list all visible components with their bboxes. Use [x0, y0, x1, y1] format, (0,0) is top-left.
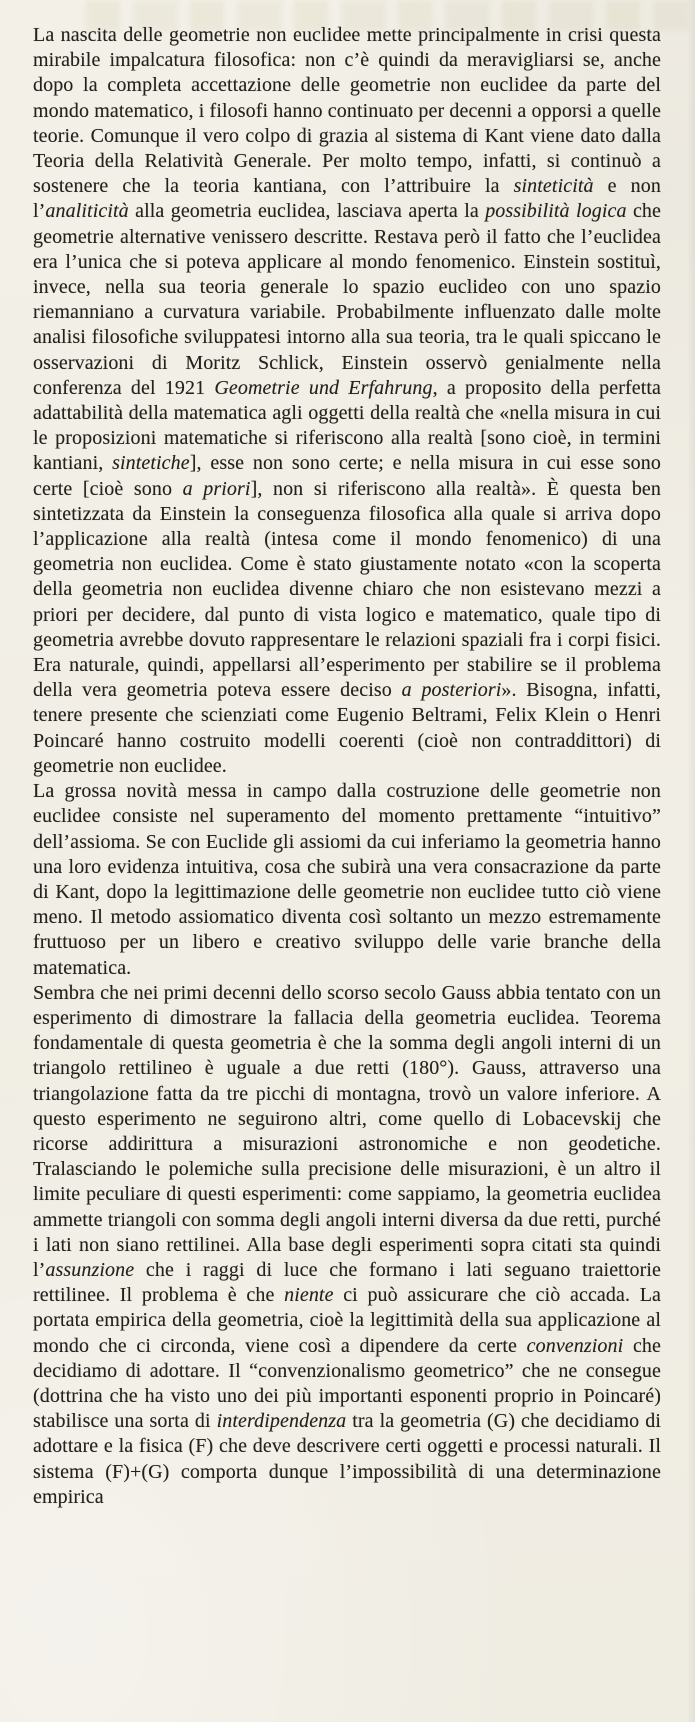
italic-text-segment: interdipendenza [216, 1410, 347, 1433]
paragraph [33, 779, 661, 981]
italic-text-segment: a posteriori [401, 679, 502, 702]
text-segment: La nascita delle geometrie non euclidee mette principalmente in crisi questa mirabile impalcatura filosofica: non c’è quindi da meravigliarsi se, anche dopo la completa accettazione delle geometrie non euclidee da parte del mondo matematico, i filosofi hanno continuato per decenni a opporsi a quelle teorie. Comunque il vero colpo di grazia al sistema di Kant viene dato dalla Teoria della Relatività Generale. Per molto tempo, infatti, si continuò a sostenere che la teoria kantiana, con l’attribuire la [33, 24, 661, 198]
text-segment: che i raggi di luce che formano i lati seguano traiettorie rettilinee. Il problema è che [33, 1258, 661, 1307]
text-segment: che decidiamo di adottare. Il “convenzionalismo geometrico” che ne consegue (dottrina che ha visto uno dei più importanti esponenti proprio in Poincaré) stabilisce una sorta di [33, 1334, 661, 1433]
italic-text-segment: convenzioni [526, 1334, 624, 1357]
italic-text-segment: sinteticità [513, 175, 594, 198]
text-segment: ], esse non sono certe; e nella misura in cui esse sono certe [cioè sono [33, 452, 661, 500]
italic-text-segment: assunzione [45, 1258, 135, 1281]
text-segment: che geometrie alternative venissero descritte. Restava però il fatto che l’euclidea era l’unica che si poteva applicare al mondo fenomenico. Einstein sostituì, invece, nella sua teoria generale lo spazio euclideo con uno spazio riemanniano a curvatura variabile. Probabilmente influenzato dalle molte analisi filosofiche sviluppatesi intorno alla sua teoria, tra le quali spiccano le osservazioni di Moritz Schlick, Einstein osservò genialmente nella conferenza del 1921 [33, 200, 662, 399]
text-segment: Sembra che nei primi decenni dello scorso secolo Gauss abbia tentato con un esperimento di dimostrare la fallacia della geometria euclidea. Teorema fondamentale di questa geometria è che la somma degli angoli interni di un triangolo rettilineo è uguale a due retti (180°). Gauss, attraverso una triangolazione fatta da tre picchi di montagna, trovò un valore inferiore. A questo esperimento ne seguirono altri, come quello di Lobacevskij che ricorse addirittura a misurazioni astronomiche e non geodetiche. Tralasciando le polemiche sulla precisione delle misurazioni, è un altro il limite peculiare di questi esperimenti: come sappiamo, la geometria euclidea ammette triangoli con somma degli angoli interni diversa da due retti, purché i lati non siano rettilinei. Alla base degli esperimenti sopra citati sta quindi l’ [33, 981, 661, 1281]
text-segment: alla geometria euclidea, lasciava aperta la [128, 200, 486, 223]
italic-text-segment: sintetiche [112, 452, 190, 475]
paragraph [33, 981, 661, 1510]
scan-edge-shade [687, 0, 695, 1722]
text-segment: , a proposito della perfetta adattabilità della matematica agli oggetti della realtà che «nella misura in cui le proposizioni matematiche si riferiscono alla realtà [sono cioè, in termini kantiani, [33, 376, 662, 475]
italic-text-segment: analiticità [45, 200, 129, 223]
text-segment: ], non si riferiscono alla realtà». È questa ben sintetizzata da Einstein la conseguenza filosofica alla quale si arriva dopo l’applicazione alla realtà (intesa come il mondo fenomenico) di una geometria non euclidea. Come è stato giustamente notato «con la scoperta della geometria non euclidea divenne chiaro che non esistevano mezzi a priori per decidere, dal punto di vista logico e matematico, quale tipo di geometria avrebbe dovuto rappresentare le relazioni spaziali fra i corpi fisici. Era naturale, quindi, appellarsi all’esperimento per stabilire se il problema della vera geometria poteva essere deciso [33, 477, 662, 702]
italic-text-segment: niente [284, 1284, 334, 1307]
text-segment: La grossa novità messa in campo dalla costruzione delle geometrie non euclidee consiste nel superamento del momento prettamente “intuitivo” dell’assioma. Se con Euclide gli assiomi da cui inferiamo la geometria hanno una loro evidenza intuitiva, cosa che subirà una vera consacrazione da parte di Kant, dopo la legittimazione delle geometrie non euclidee tutto ciò viene meno. Il metodo assiomatico diventa così soltanto un mezzo estremamente fruttuoso per un libero e creativo sviluppo delle varie branche della matematica. [33, 780, 661, 979]
italic-text-segment: possibilità logica [485, 200, 627, 223]
italic-text-segment: a priori [182, 477, 251, 500]
paragraph [33, 23, 661, 779]
italic-text-segment: Geometrie und Erfahrung [214, 376, 433, 399]
text-segment: ». Bisogna, infatti, tenere presente che scienziati come Eugenio Beltrami, Felix Klein o Henri Poincaré hanno costruito modelli coerenti (cioè non contraddittori) di geometrie non euclidee. [33, 679, 661, 777]
text-segment: tra la geometria (G) che decidiamo di adottare e la fisica (F) che deve descrivere certi oggetti e processi naturali. Il sistema (F)+(G) comporta dunque l’impossibilità di una determinazione empirica [33, 1410, 661, 1508]
text-segment: e non l’ [33, 175, 661, 223]
page-text [33, 23, 661, 1510]
text-segment: ci può assicurare che ciò accada. La portata empirica della geometria, cioè la legittimità della sua applicazione al mondo che ci circonda, viene così a dipendere da certe [33, 1284, 661, 1357]
